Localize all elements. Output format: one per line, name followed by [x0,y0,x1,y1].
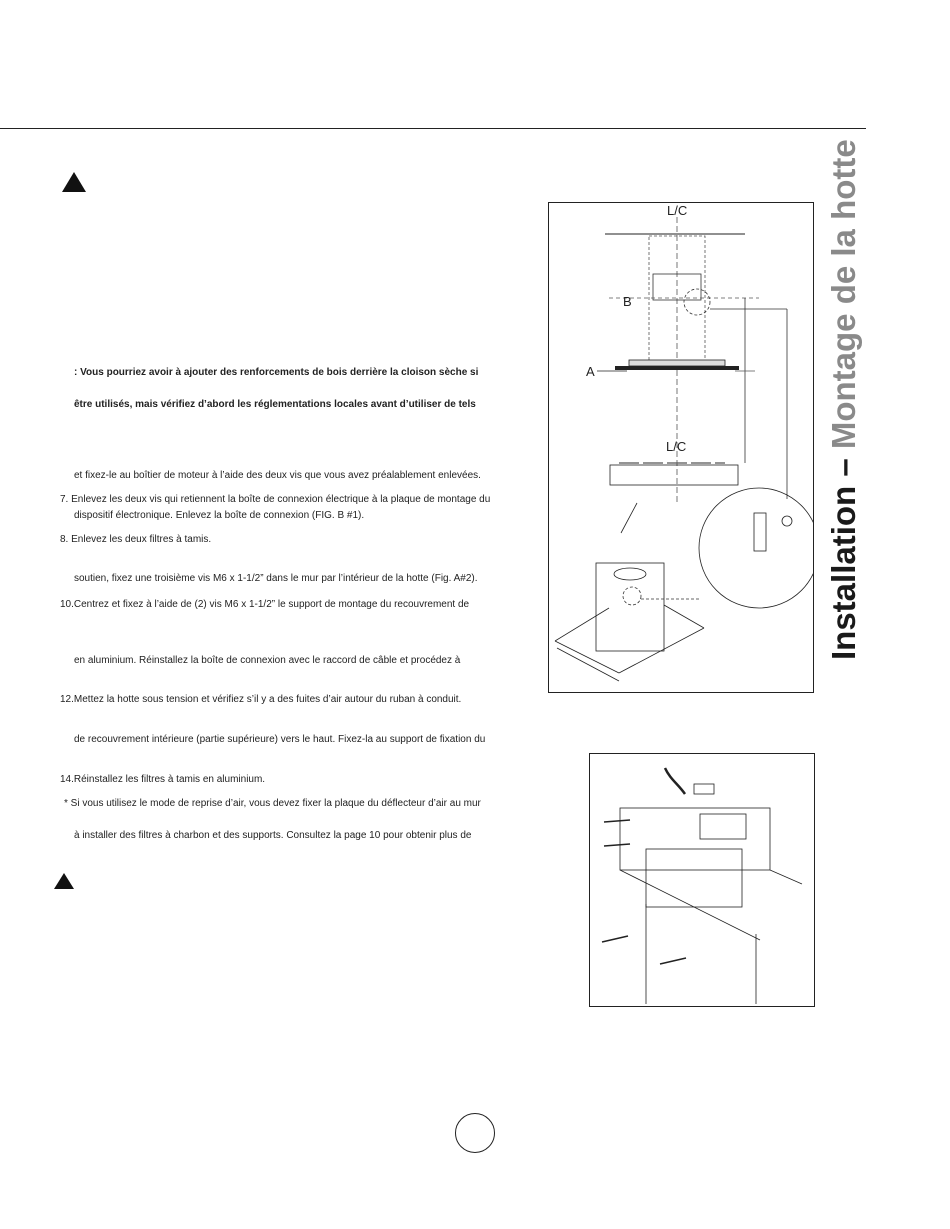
step-8-line: 8. Enlevez les deux filtres à tamis. [60,534,212,545]
figure-b-drawing [590,754,814,1006]
step-13-continuation: de recouvrement intérieure (partie supérieure) vers le haut. Fixez-la au support de fixation du [74,734,486,745]
figure-a-lc-top-label: L/C [667,203,688,218]
section-title-part2: Montage de la hotte [825,139,862,450]
note-line-2: être utilisés, mais vérifiez d’abord les réglementations locales avant d’utiliser de tels [74,399,476,410]
note-line-1: : Vous pourriez avoir à ajouter des renforcements de bois derrière la cloison sèche si [74,367,479,378]
header-rule [0,128,866,129]
step-line: et fixez-le au boîtier de moteur à l’aide des deux vis que vous avez préalablement enlevées. [74,470,481,481]
step-12-line: 12.Mettez la hotte sous tension et vérifiez s’il y a des fuites d’air autour du ruban à conduit. [60,694,462,705]
warning-icon-bottom [54,873,74,889]
recirculation-note-continuation: à installer des filtres à charbon et des supports. Consultez la page 10 pour obtenir plus de [74,830,472,841]
recirculation-note-line: * Si vous utilisez le mode de reprise d’air, vous devez fixer la plaque du déflecteur d’air au mur [64,798,481,809]
section-title-vertical [820,140,868,660]
warning-icon [62,172,86,192]
figure-a-a-label: A [586,364,595,379]
step-11-continuation: en aluminium. Réinstallez la boîte de connexion avec le raccord de câble et procédez à [74,655,461,666]
figure-a [548,202,814,693]
step-14-line: 14.Réinstallez les filtres à tamis en aluminium. [60,774,266,785]
step-10-line: 10.Centrez et fixez à l’aide de (2) vis M6 x 1-1/2” le support de montage du recouvrement de [60,599,470,610]
section-title-part1: Installation – [825,449,862,660]
figure-a-lc-bottom-label: L/C [666,439,687,454]
step-7-line: 7. Enlevez les deux vis qui retiennent la boîte de connexion électrique à la plaque de montage du [60,494,491,505]
figure-a-drawing [549,203,813,692]
page-number-circle [455,1113,495,1153]
figure-a-b-label: B [623,294,632,309]
step-7-continuation: dispositif électronique. Enlevez la boîte de connexion (FIG. B #1). [74,510,365,521]
figure-b [589,753,815,1007]
step-9-continuation: soutien, fixez une troisième vis M6 x 1-1/2” dans le mur par l’intérieur de la hotte (Fig. A#2). [74,573,478,584]
